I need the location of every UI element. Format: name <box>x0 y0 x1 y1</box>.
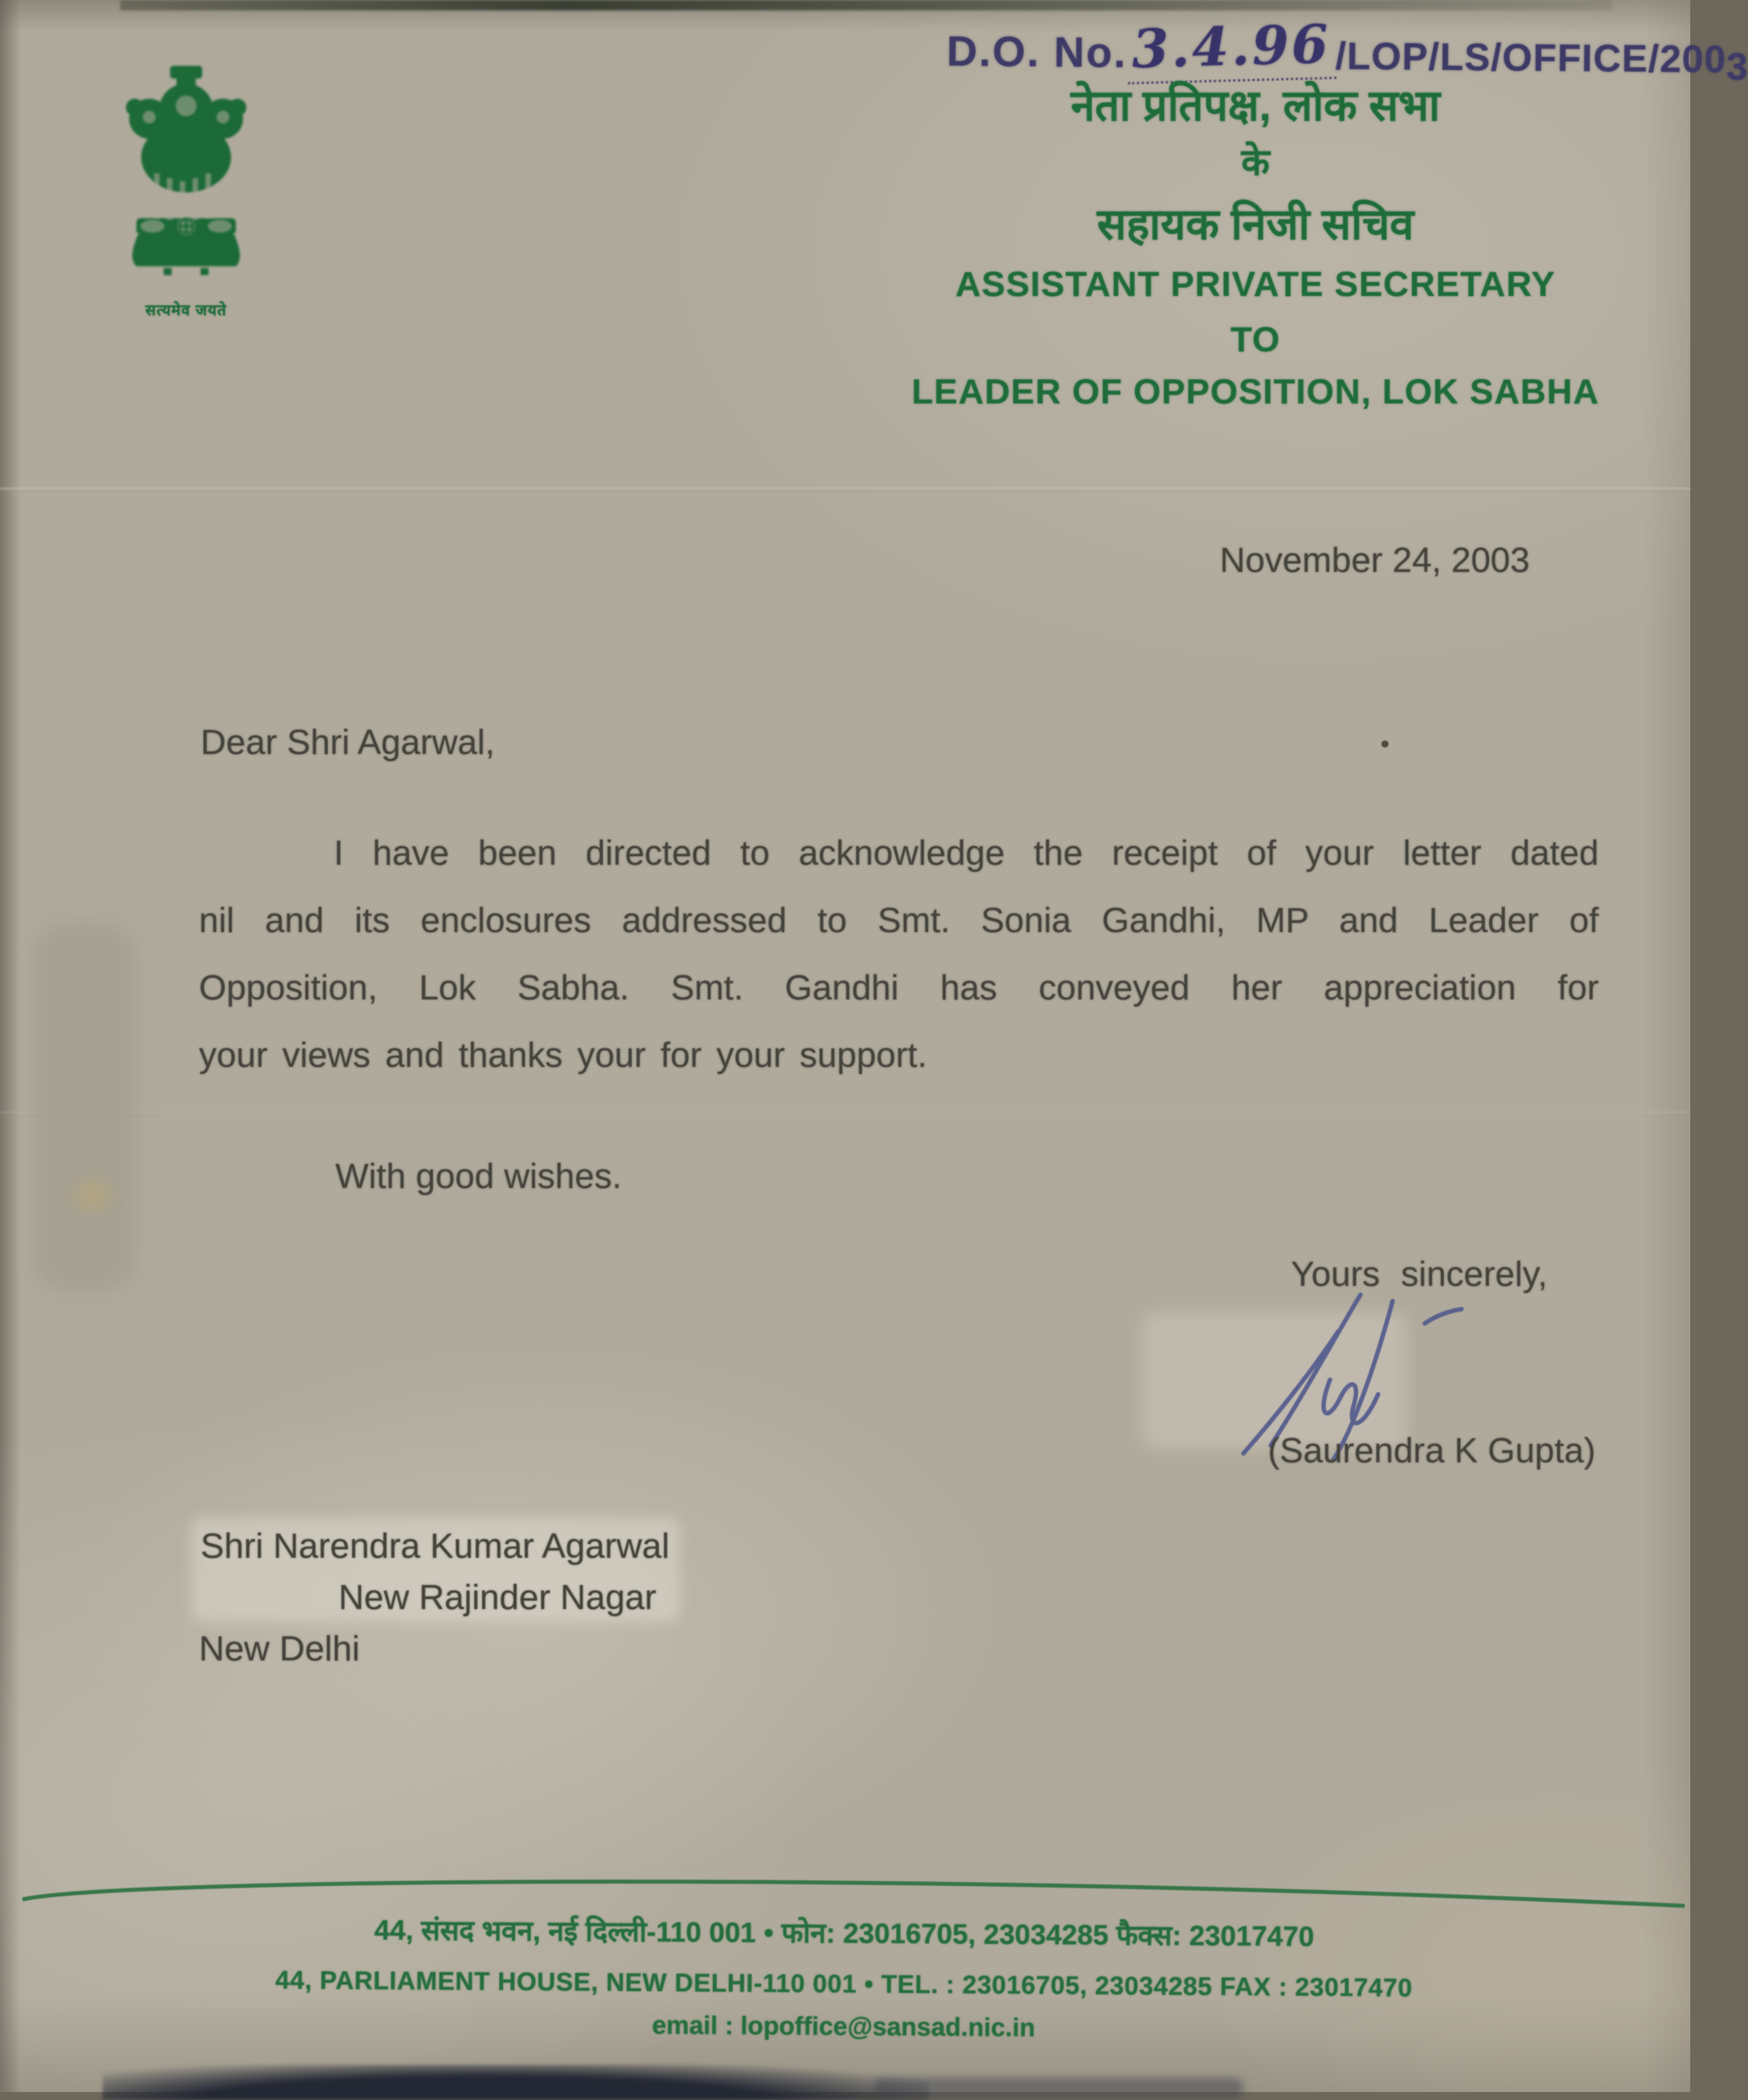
recipient-locality: New Rajinder Nagar <box>339 1578 657 1617</box>
recipient-city: New Delhi <box>199 1629 360 1668</box>
emblem-motto-text: सत्यमेव जयते <box>145 302 227 319</box>
salutation: Dear Shri Agarwal, <box>201 723 495 762</box>
footer-address-english: 44, PARLIAMENT HOUSE, NEW DELHI-110 001 • TEL. : 23016705, 23034285 FAX : 23017470 <box>275 1965 1413 2002</box>
body-line: your views and thanks your for your support. <box>199 1036 927 1075</box>
office-title-english-line3: LEADER OF OPPOSITION, LOK SABHA <box>911 372 1600 411</box>
reference-suffix: /LOP/LS/OFFICE/200 <box>1335 35 1727 82</box>
recipient-address-block <box>201 1521 669 1675</box>
footer-address-hindi: 44, संसद भवन, नई दिल्ली-110 001 • फोन: 23016705, 23034285 फैक्स: 23017470 <box>374 1914 1315 1953</box>
office-title-hindi-line3: सहायक निजी सचिव <box>1097 201 1414 249</box>
reference-clipped-character: 3 <box>1726 46 1748 89</box>
signatory-name: (Saurendra K Gupta) <box>1267 1431 1596 1470</box>
body-paragraph <box>199 820 1599 1089</box>
footer-email: email : lopoffice@sansad.nic.in <box>651 2010 1036 2042</box>
recipient-name: Shri Narendra Kumar Agarwal <box>201 1526 670 1566</box>
office-title-hindi-line2: के <box>1241 141 1270 183</box>
office-title-hindi-line1: नेता प्रतिपक्ष, लोक सभा <box>1070 82 1441 130</box>
office-title-english-line2: TO <box>1230 320 1281 359</box>
reference-prefix: D.O. No. <box>946 27 1128 77</box>
body-line: Opposition, Lok Sabha. Smt. Gandhi has conveyed her appreciation for <box>199 968 1599 1007</box>
reference-handwritten-number: 3.4.96 <box>1126 13 1336 85</box>
letter-date: November 24, 2003 <box>1219 541 1530 580</box>
body-line: I have been directed to acknowledge the receipt of your letter dated <box>334 833 1599 873</box>
office-title-english-line1: ASSISTANT PRIVATE SECRETARY <box>955 265 1556 304</box>
closing-line: With good wishes. <box>335 1157 623 1196</box>
valediction: Yours sincerely, <box>1291 1255 1547 1294</box>
body-line: nil and its enclosures addressed to Smt. Sonia Gandhi, MP and Leader of <box>199 901 1599 940</box>
ashoka-lion-capital-icon <box>114 61 258 294</box>
footer-address-block <box>23 1908 1664 2047</box>
national-emblem-block <box>98 61 274 320</box>
